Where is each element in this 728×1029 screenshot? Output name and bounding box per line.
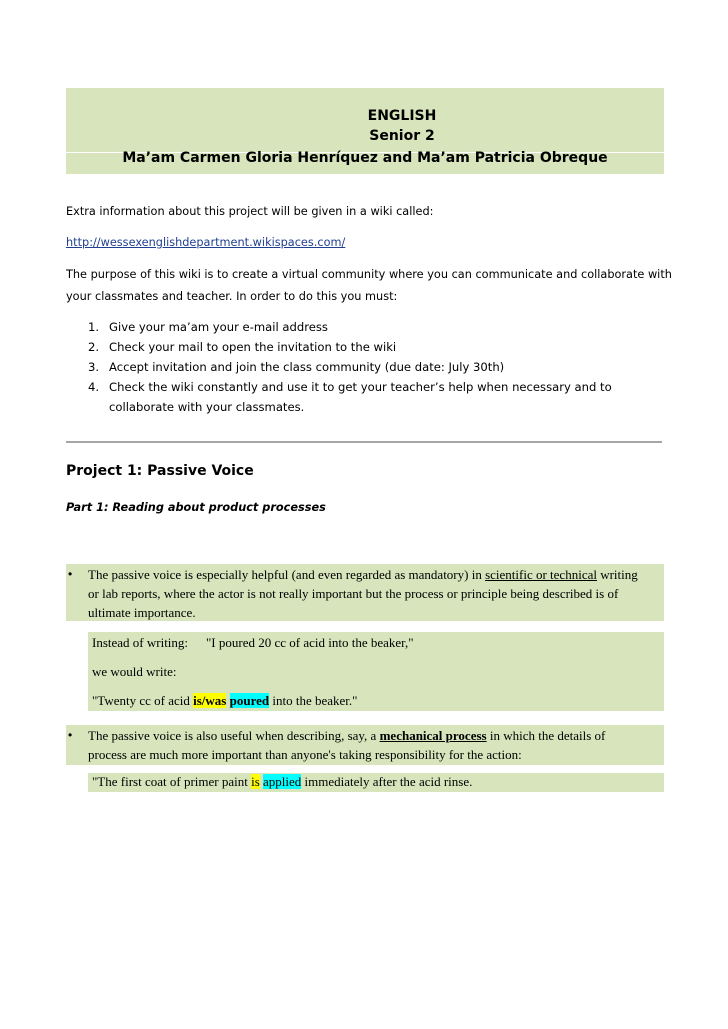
purpose-line-2: your classmates and teacher. In order to do this you must:: [66, 290, 398, 303]
header-level: Senior 2: [369, 128, 435, 144]
wiki-link[interactable]: http://wessexenglishdepartment.wikispaces.com/: [66, 236, 346, 249]
bullet-2-line-2: process are much more important than anyone's taking responsibility for the action:: [88, 747, 522, 762]
project-title: Project 1: Passive Voice: [66, 463, 254, 479]
list-item: 3. Accept invitation and join the class community (due date: July 30th): [88, 360, 505, 374]
example-2-sentence: "The first coat of primer paint is applied immediately after the acid rinse.: [92, 774, 473, 789]
highlight-applied: applied: [263, 774, 302, 789]
list-item-continuation: collaborate with your classmates.: [109, 400, 305, 414]
example-would-write: we would write:: [92, 664, 177, 679]
example-instead: Instead of writing:: [92, 635, 189, 650]
list-item: 2. Check your mail to open the invitation to the wiki: [88, 340, 397, 354]
highlight-is: is: [251, 774, 260, 789]
purpose-line-1: The purpose of this wiki is to create a virtual community where you can communicate and collaborate with: [66, 268, 672, 281]
list-item: 4. Check the wiki constantly and use it to get your teacher’s help when necessary and to: [88, 380, 612, 394]
bullet-1-line-1: The passive voice is especially helpful (and even regarded as mandatory) in scientific or technical writing: [88, 567, 638, 582]
list-item: 1. Give your ma’am your e-mail address: [88, 320, 328, 334]
mechanical-process-term: mechanical process: [379, 728, 487, 743]
part-title: Part 1: Reading about product processes: [66, 501, 326, 514]
bullet-1-line-2: or lab reports, where the actor is not really important but the process or principle being described is of: [88, 586, 619, 601]
example-quote: "I poured 20 cc of acid into the beaker,": [206, 635, 414, 650]
highlight-is-was: is/was: [193, 693, 227, 708]
bullet-icon: •: [68, 728, 73, 742]
header-teachers: Ma’am Carmen Gloria Henríquez and Ma’am Patricia Obreque: [122, 150, 608, 166]
header-subject: ENGLISH: [367, 108, 437, 124]
bullet-1-line-3: ultimate importance.: [88, 605, 196, 620]
scientific-technical-term: scientific or technical: [485, 567, 597, 582]
extra-info-text: Extra information about this project will be given in a wiki called:: [66, 205, 434, 218]
header-banner: [66, 88, 664, 174]
section-divider: [66, 441, 662, 443]
steps-list: [88, 317, 612, 417]
highlight-poured: poured: [229, 693, 270, 708]
bullet-2-line-1: The passive voice is also useful when describing, say, a mechanical process in which the details of: [88, 728, 606, 743]
example-rewrite: "Twenty cc of acid is/was poured into the beaker.": [92, 693, 358, 708]
bullet-icon: •: [68, 567, 73, 581]
